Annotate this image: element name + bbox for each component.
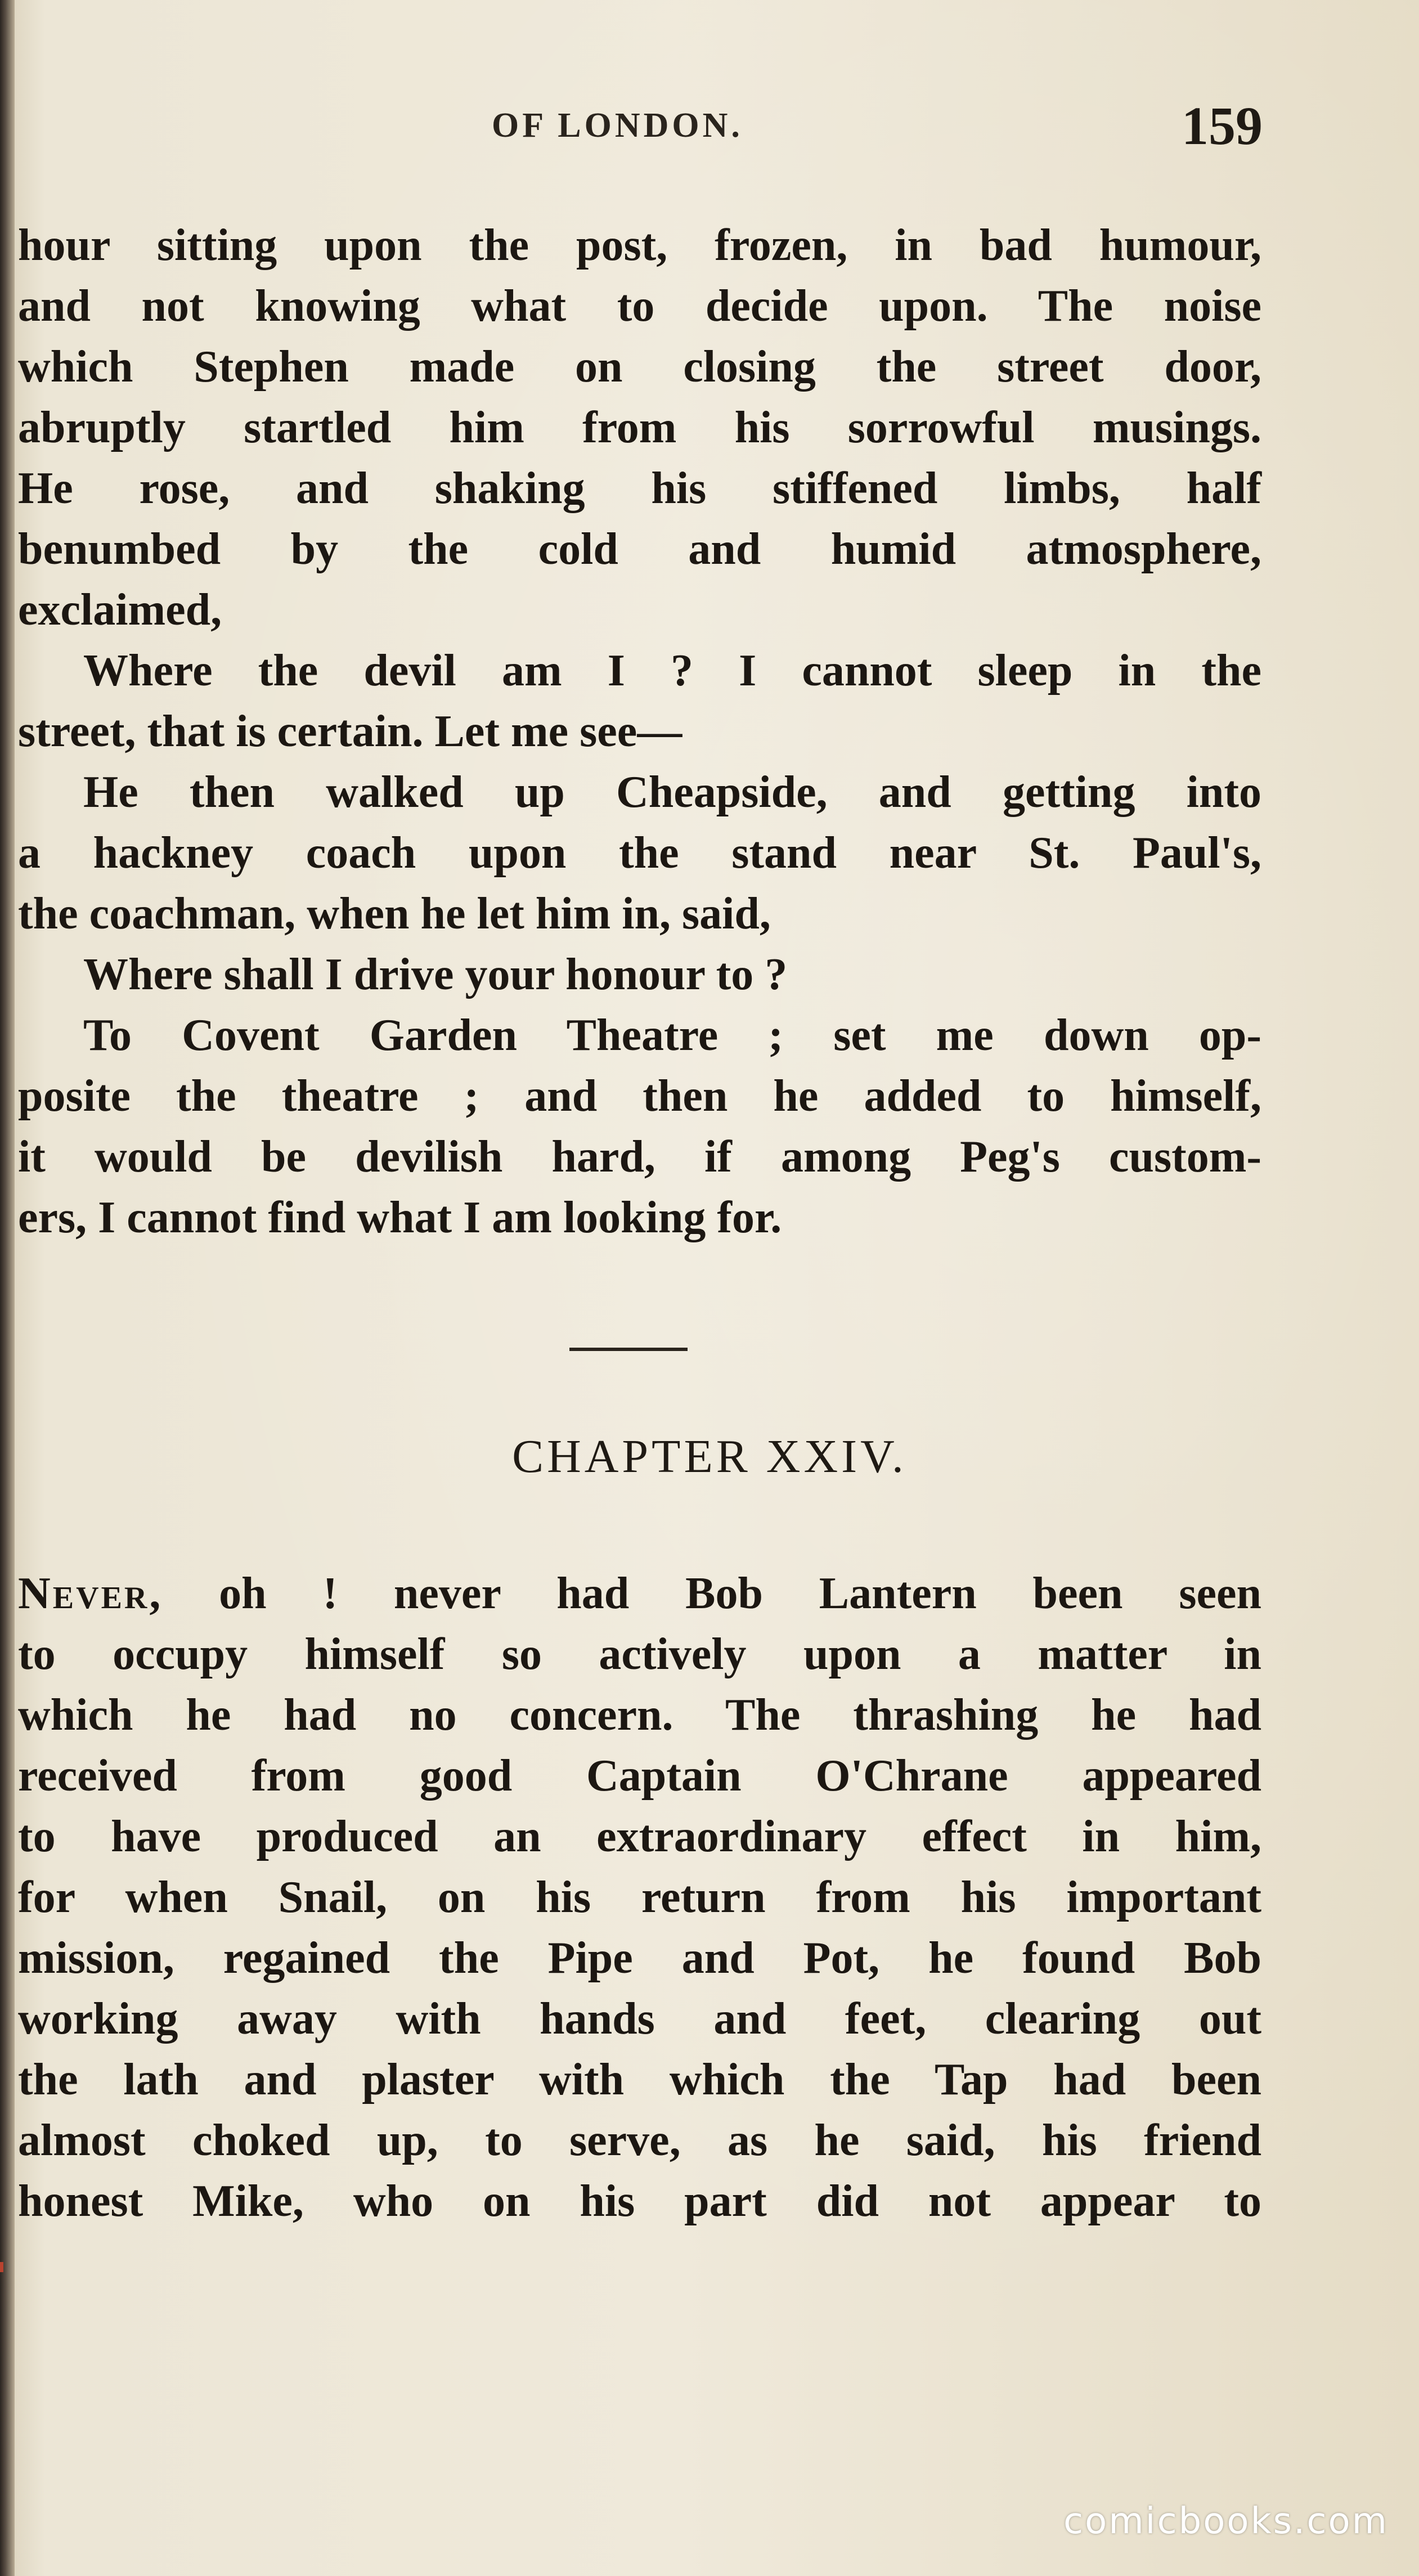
text-line: posite the theatre ; and then he added to himself, xyxy=(18,1071,1261,1121)
text-line: working away with hands and feet, clearing out xyxy=(18,1994,1261,2044)
text-line: To Covent Garden Theatre ; set me down op- xyxy=(83,1011,1261,1060)
text-line: He rose, and shaking his stiffened limbs, half xyxy=(18,464,1261,513)
page-number: 159 xyxy=(1182,96,1263,156)
text-line: the lath and plaster with which the Tap had been xyxy=(18,2055,1261,2104)
text-line: and not knowing what to decide upon. The noise xyxy=(18,281,1261,331)
text-line: mission, regained the Pipe and Pot, he found Bob xyxy=(18,1933,1261,1983)
text-line: benumbed by the cold and humid atmosphere, xyxy=(18,524,1261,574)
body-text-section-2 xyxy=(18,1563,1261,2232)
text-line: hour sitting upon the post, frozen, in bad humour, xyxy=(18,221,1261,270)
text-line: Where the devil am I ? I cannot sleep in the xyxy=(83,646,1261,695)
text-line-first xyxy=(18,1563,1261,1624)
text-line: honest Mike, who on his part did not appear to xyxy=(18,2176,1261,2226)
drop-word: Never, xyxy=(18,1569,163,1618)
section-divider-rule xyxy=(569,1348,688,1351)
body-text-section-1 xyxy=(18,215,1261,1248)
text-line: street, that is certain. Let me see— xyxy=(18,707,682,756)
text-line: to occupy himself so actively upon a matter in xyxy=(18,1630,1261,1679)
text-line: abruptly startled him from his sorrowful musings. xyxy=(18,403,1261,452)
running-head: OF LONDON. xyxy=(492,106,743,145)
watermark-text: comicbooks.com xyxy=(1063,2501,1389,2542)
text-line: ers, I cannot find what I am looking for. xyxy=(18,1193,782,1242)
first-line-rest: oh ! never had Bob Lantern been seen xyxy=(163,1569,1261,1618)
chapter-heading: CHAPTER XXIV. xyxy=(512,1430,907,1483)
text-line: Where shall I drive your honour to ? xyxy=(83,950,788,999)
text-line: a hackney coach upon the stand near St. Paul's, xyxy=(18,828,1261,878)
text-line: to have produced an extraordinary effect in him, xyxy=(18,1812,1261,1861)
text-line: exclaimed, xyxy=(18,585,222,635)
text-line: which he had no concern. The thrashing he had xyxy=(18,1690,1261,1740)
text-line: for when Snail, on his return from his important xyxy=(18,1873,1261,1922)
page-edge-mark xyxy=(0,2262,3,2272)
text-line: which Stephen made on closing the street door, xyxy=(18,342,1261,392)
text-line: He then walked up Cheapside, and getting into xyxy=(83,768,1261,817)
text-line: the coachman, when he let him in, said, xyxy=(18,889,771,939)
text-line: it would be devilish hard, if among Peg's custom- xyxy=(18,1132,1261,1182)
page-spine-edge xyxy=(0,0,15,2576)
text-line: almost choked up, to serve, as he said, his friend xyxy=(18,2116,1261,2165)
text-line: received from good Captain O'Chrane appeared xyxy=(18,1751,1261,1801)
